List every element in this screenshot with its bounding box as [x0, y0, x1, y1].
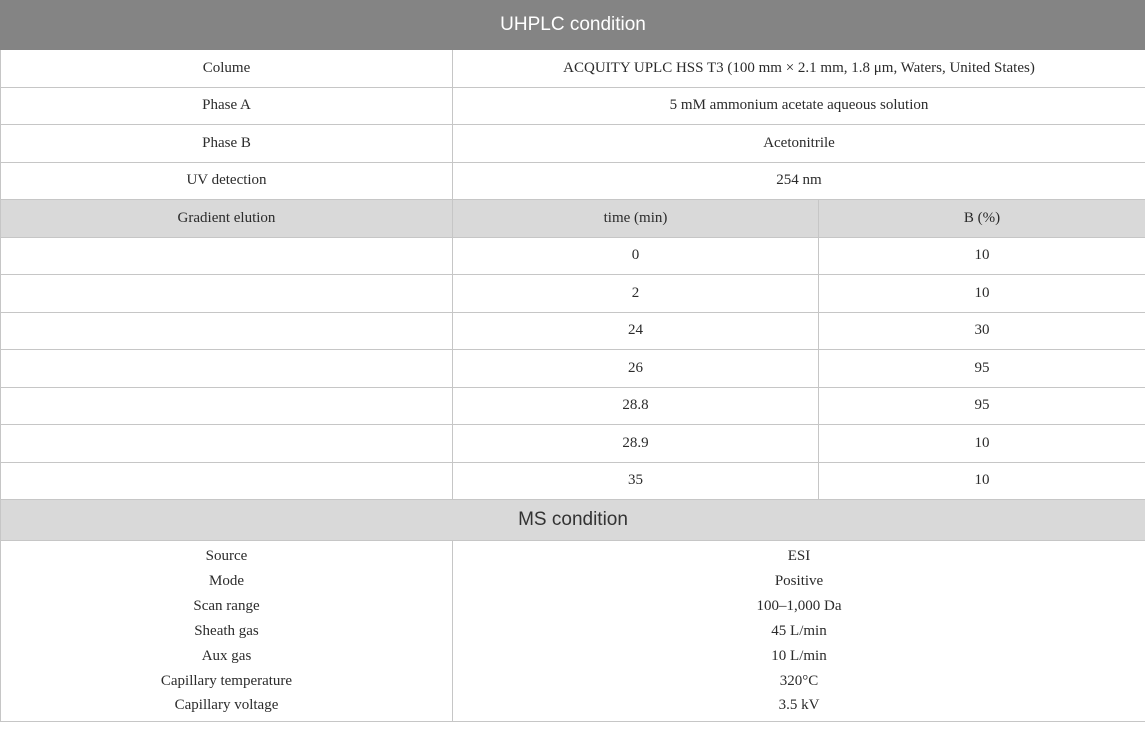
param-value: ESI — [453, 541, 1145, 569]
ms-row — [1, 619, 1145, 644]
ms-row — [1, 541, 1145, 569]
uhplc-row — [1, 87, 1145, 125]
param-label: Capillary voltage — [1, 694, 453, 722]
param-label: Colume — [1, 50, 453, 88]
gradient-label: Gradient elution — [1, 200, 453, 238]
gradient-row — [1, 237, 1145, 275]
param-value: 100–1,000 Da — [453, 594, 1145, 619]
gradient-b: 95 — [819, 350, 1145, 388]
param-label: Scan range — [1, 594, 453, 619]
b-column-header: B (%) — [819, 200, 1145, 238]
ms-row — [1, 594, 1145, 619]
param-label: Aux gas — [1, 644, 453, 669]
gradient-b: 10 — [819, 462, 1145, 500]
uhplc-row — [1, 50, 1145, 88]
param-value: 45 L/min — [453, 619, 1145, 644]
param-label: Phase A — [1, 87, 453, 125]
gradient-time: 35 — [453, 462, 819, 500]
param-label: Capillary temperature — [1, 669, 453, 694]
param-label: Phase B — [1, 125, 453, 163]
uhplc-row — [1, 162, 1145, 200]
uhplc-row — [1, 125, 1145, 163]
param-label: Sheath gas — [1, 619, 453, 644]
ms-row — [1, 694, 1145, 722]
uhplc-header-row — [1, 1, 1145, 50]
param-value: 10 L/min — [453, 644, 1145, 669]
param-value: Positive — [453, 569, 1145, 594]
gradient-row — [1, 462, 1145, 500]
gradient-row — [1, 425, 1145, 463]
param-value: 254 nm — [453, 162, 1145, 200]
gradient-b: 10 — [819, 425, 1145, 463]
gradient-time: 28.9 — [453, 425, 819, 463]
ms-heading: MS condition — [1, 500, 1145, 541]
gradient-time: 2 — [453, 275, 819, 313]
gradient-row — [1, 312, 1145, 350]
param-label: Source — [1, 541, 453, 569]
gradient-time: 28.8 — [453, 387, 819, 425]
ms-row — [1, 644, 1145, 669]
param-value: 3.5 kV — [453, 694, 1145, 722]
gradient-row — [1, 275, 1145, 313]
param-value: Acetonitrile — [453, 125, 1145, 163]
param-value: ACQUITY UPLC HSS T3 (100 mm × 2.1 mm, 1.8 μm, Waters, United States) — [453, 50, 1145, 88]
gradient-b: 10 — [819, 275, 1145, 313]
time-column-header: time (min) — [453, 200, 819, 238]
gradient-b: 10 — [819, 237, 1145, 275]
gradient-row — [1, 350, 1145, 388]
param-value: 5 mM ammonium acetate aqueous solution — [453, 87, 1145, 125]
gradient-time: 24 — [453, 312, 819, 350]
param-label: UV detection — [1, 162, 453, 200]
param-value: 320°C — [453, 669, 1145, 694]
ms-header-row — [1, 500, 1145, 541]
gradient-time: 26 — [453, 350, 819, 388]
gradient-b: 95 — [819, 387, 1145, 425]
gradient-row — [1, 387, 1145, 425]
ms-row — [1, 669, 1145, 694]
gradient-time: 0 — [453, 237, 819, 275]
ms-row — [1, 569, 1145, 594]
gradient-b: 30 — [819, 312, 1145, 350]
gradient-header-row — [1, 200, 1145, 238]
param-label: Mode — [1, 569, 453, 594]
uhplc-heading: UHPLC condition — [1, 1, 1145, 50]
